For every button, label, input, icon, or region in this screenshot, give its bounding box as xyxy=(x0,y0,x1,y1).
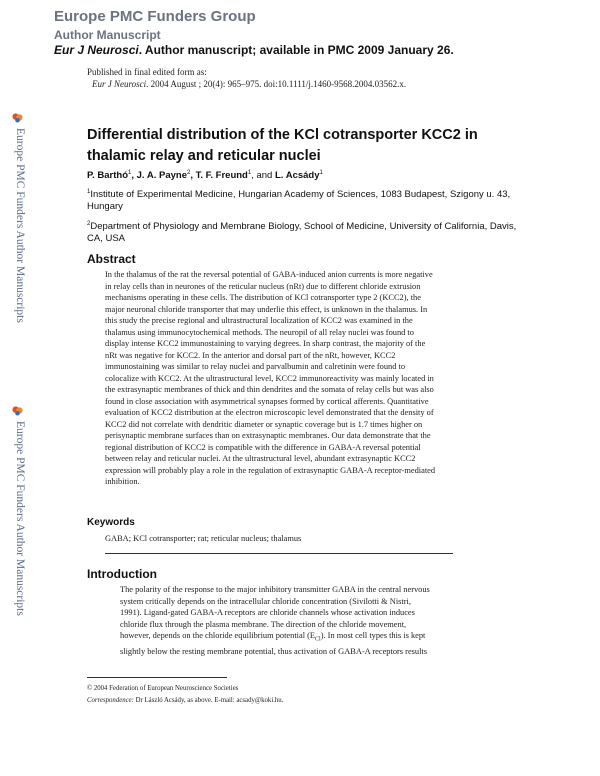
correspondence-footnote xyxy=(87,697,283,704)
abstract-text: In the thalamus of the rat the reversal potential of GABA-induced anion currents is more negative in relay cells than in neurones of the reticular nucleus (nRt) due to different chloride extrusion mechanisms operating in these cells. The distribution of KCl cotransporter type 2 (KCC2), the major neuronal chloride transporter that may underlie this effect, is unknown in the thalamus. In this study the precise regional and ultrastructural localization of KCC2 was examined in the thalamus using immunocytochemical methods. The neuropil of all relay nuclei was found to display intense KCC2 immunostaining to varying degrees. In sharp contrast, the majority of the nRt was negative for KCC2. In the anterior and dorsal part of the nRt, however, KCC2 immunostaining was similar to relay nuclei and parvalbumin and calretinin were found to colocalize with KCC2. At the ultrastructural level, KCC2 immunoreactivity was mainly located in the extrasynaptic membranes of thick and thin dendrites and the somata of relay cells but was also found in close association with asymmetrical synapses formed by cortical afferents. Quantitative evaluation of KCC2 distribution at the electron microscopic level demonstrated that the density of KCC2 did not correlate with dendritic diameter or synaptic coverage but is 1.7 times higher on perisynaptic membrane surfaces than on extrasynaptic membranes. Our data demonstrate that the regional distribution of KCC2 is compatible with the difference in GABA-A reversal potential between relay and reticular nuclei. At the ultrastructural level, abundant extrasynaptic KCC2 expression will probably play a role in the regulation of extrasynaptic GABA-A receptor-mediated inhibition. xyxy=(105,270,436,486)
keywords-heading: Keywords xyxy=(87,517,135,528)
europe-pmc-logo-icon xyxy=(12,112,23,123)
introduction-text xyxy=(120,584,515,658)
funders-group-title: Europe PMC Funders Group xyxy=(54,8,256,25)
affiliation-text: Department of Physiology and Membrane Biology, School of Medicine, University of California, Davis, CA, USA xyxy=(87,221,517,245)
affiliation-text: Institute of Experimental Medicine, Hungarian Academy of Sciences, 1083 Budapest, Szigony u. 43, Hungary xyxy=(87,189,511,213)
keywords-text: GABA; KCl cotransporter; rat; reticular nucleus; thalamus xyxy=(105,534,302,543)
author-separator: , and xyxy=(251,170,275,182)
europe-pmc-logo-icon xyxy=(12,405,23,416)
author-list xyxy=(87,170,323,181)
introduction-heading: Introduction xyxy=(87,567,157,581)
correspondence-text: Dr László Acsády, as above. E-mail: acsady@koki.hu. xyxy=(133,697,284,704)
sidebar-text: Europe PMC Funders Author Manuscripts xyxy=(14,128,26,323)
author-name: J. A. Payne xyxy=(136,170,187,182)
author-separator: , xyxy=(190,170,196,182)
journal-availability-line xyxy=(54,43,454,57)
citation-details: . 2004 August ; 20(4): 965–975. doi:10.1111/j.1460-9568.2004.03562.x. xyxy=(146,79,407,89)
intro-text-part2: ). In most cell types this is kept slightly below the resting membrane potential, thus activation of GABA-A receptors results xyxy=(120,631,428,657)
keywords-divider xyxy=(105,553,453,554)
journal-name: Eur J Neurosci xyxy=(54,43,139,57)
citation-journal: Eur J Neurosci xyxy=(92,79,147,89)
author-manuscript-label: Author Manuscript xyxy=(54,28,161,42)
intro-text-part1: The polarity of the response to the major inhibitory transmitter GABA in the central nervous system critically depends on the intracellular chloride concentration (Sivilotti & Nistri, 1991). Ligand-gated GABA-A receptors are chloride channels whose activation induces chloride flux through the plasma membrane. The direction of the chloride movement, however, depends on the chloride equilibrium potential (E xyxy=(120,585,430,640)
correspondence-label: Correspondence: xyxy=(87,697,134,704)
intro-subscript: Cl xyxy=(315,636,321,643)
copyright-footnote: © 2004 Federation of European Neuroscience Societies xyxy=(87,685,239,692)
author-affil-sup: 1 xyxy=(247,170,252,176)
author-name: P. Barthó xyxy=(87,170,129,182)
page-header xyxy=(0,0,600,62)
author-affil-sup: 1 xyxy=(128,170,132,176)
author-affil-sup: 2 xyxy=(186,170,191,176)
article-title: Differential distribution of the KCl cotransporter KCC2 in thalamic relay and reticular nuclei xyxy=(87,127,478,164)
author-name: T. F. Freund xyxy=(195,170,248,182)
author-name: L. Acsády xyxy=(274,170,320,182)
author-separator: , xyxy=(131,170,137,182)
citation-line xyxy=(92,79,406,89)
affiliation-sup: 1 xyxy=(87,189,91,195)
footnote-divider xyxy=(87,677,227,678)
affiliation-2 xyxy=(87,218,517,245)
sidebar-text: Europe PMC Funders Author Manuscripts xyxy=(14,421,26,616)
author-affil-sup: 1 xyxy=(319,170,323,176)
affiliation-1 xyxy=(87,186,517,213)
affiliation-sup: 2 xyxy=(87,221,91,227)
availability-text: . Author manuscript; available in PMC 2009 January 26. xyxy=(138,43,454,57)
published-label: Published in final edited form as: xyxy=(87,67,207,77)
abstract-heading: Abstract xyxy=(87,252,136,266)
